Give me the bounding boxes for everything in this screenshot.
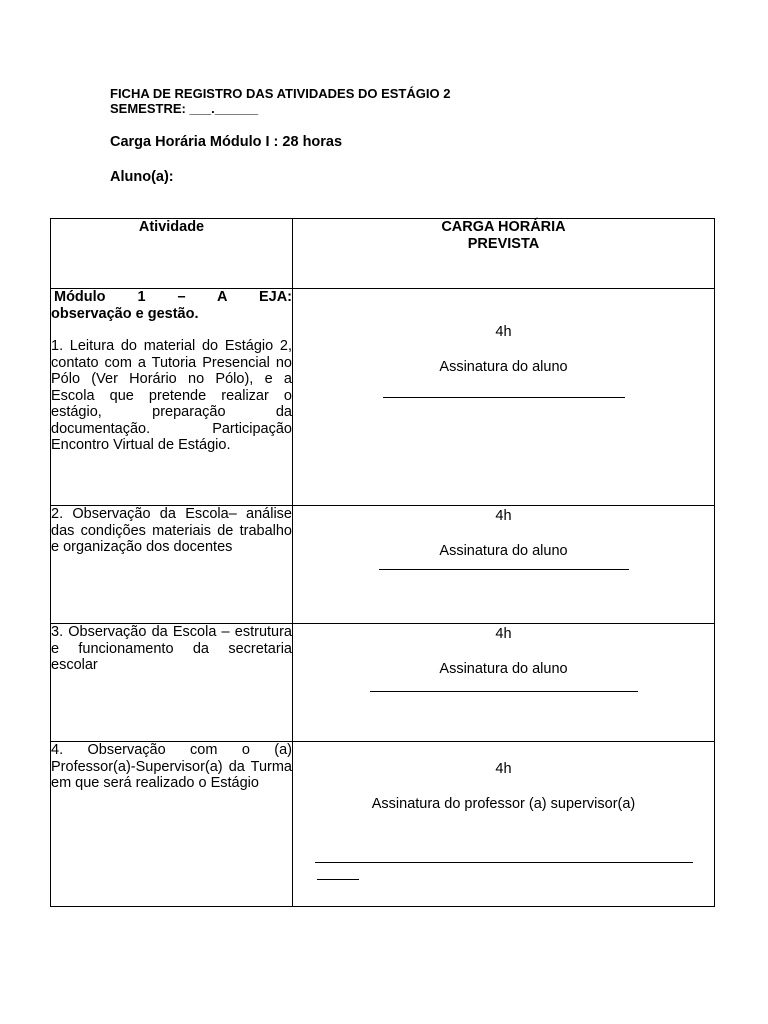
hours-value: 4h <box>495 761 512 777</box>
signature-label: Assinatura do aluno <box>439 542 568 559</box>
hours-value: 4h <box>495 324 512 340</box>
table-row <box>51 624 715 742</box>
workload-column-header <box>293 219 715 289</box>
signature-line <box>315 862 693 863</box>
workload-cell <box>293 506 715 624</box>
signature-label: Assinatura do professor (a) supervisor(a) <box>371 795 636 812</box>
activity-cell <box>51 624 293 742</box>
signature-line <box>379 569 629 570</box>
activity-cell <box>51 289 293 506</box>
workload-cell <box>293 742 715 907</box>
table-row <box>51 742 715 907</box>
signature-line-continuation <box>317 879 359 880</box>
activity-cell <box>51 742 293 907</box>
workload-cell <box>293 624 715 742</box>
signature-line <box>370 691 638 692</box>
workload-header-line1: CARGA HORÁRIA <box>441 219 566 235</box>
workload-header-line2: PREVISTA <box>467 235 540 252</box>
activity-cell <box>51 506 293 624</box>
signature-label: Assinatura do aluno <box>439 660 568 677</box>
activity-description: 2. Observação da Escola– análise das condições materiais de trabalho e organização dos docentes <box>51 506 292 555</box>
document-title: FICHA DE REGISTRO DAS ATIVIDADES DO ESTÁGIO 2 <box>110 86 451 101</box>
module-title-line1: Módulo 1 – A EJA: <box>54 289 292 305</box>
workload-summary: Carga Horária Módulo I : 28 horas <box>110 134 343 150</box>
hours-value: 4h <box>495 626 512 642</box>
activities-table <box>50 218 715 907</box>
table-row <box>51 506 715 624</box>
semester-field: SEMESTRE: ___.______ <box>110 101 259 116</box>
hours-value: 4h <box>495 508 512 524</box>
activity-description: 3. Observação da Escola – estrutura e funcionamento da secretaria escolar <box>51 624 292 673</box>
activity-column-header <box>51 219 293 289</box>
activity-description: 4. Observação com o (a) Professor(a)-Supervisor(a) da Turma em que será realizado o Estágio <box>51 742 292 791</box>
student-label: Aluno(a): <box>110 169 174 185</box>
activity-header-label: Atividade <box>138 219 205 235</box>
signature-label: Assinatura do aluno <box>439 358 568 375</box>
module-title-line2: observação e gestão. <box>51 305 199 322</box>
workload-cell <box>293 289 715 506</box>
table-row <box>51 289 715 506</box>
signature-line <box>383 397 625 398</box>
table-header-row <box>51 219 715 289</box>
activity-description: 1. Leitura do material do Estágio 2, contato com a Tutoria Presencial no Pólo (Ver Horário no Pólo), e a Escola que pretende realizar o estágio, preparação da documentação. Participação Encontro Virtual de Estágio. <box>51 338 292 453</box>
